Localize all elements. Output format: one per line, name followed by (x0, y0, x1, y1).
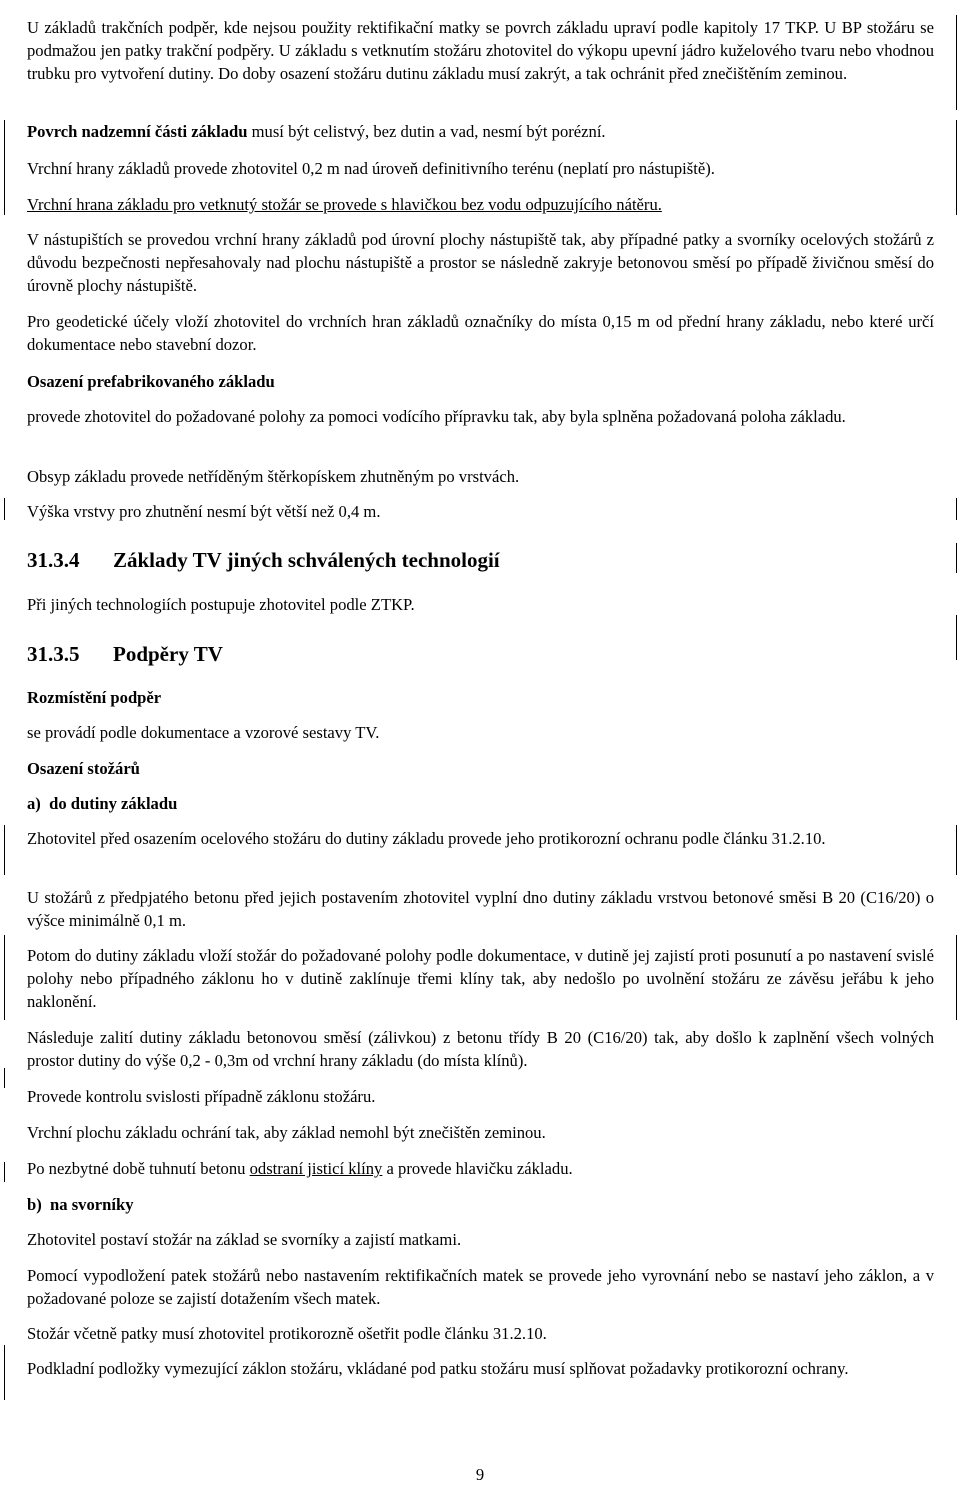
paragraph: U základů trakčních podpěr, kde nejsou použity rektifikační matky se povrch základu upraví podle kapitoly 17 TKP. U BP stožáru se podmažou jen patky trakční podpěry. U základu s vetknutím stožáru zhotovitel do výkopu upevní jádro kuželového tvaru nebo vhodnou trubku pro vytvoření dutiny. Do doby osazení stožáru dutinu základu musí zakrýt, a tak ochránit před znečištěním zeminou. (27, 18, 934, 83)
change-bar (956, 543, 957, 573)
paragraph: U stožárů z předpjatého betonu před jejich postavením zhotovitel vyplní dno dutiny základu vrstvou betonové směsi B 20 (C16/20) o výšce minimálně 0,1 m. (27, 888, 934, 930)
paragraph: V nástupištích se provedou vrchní hrany základů pod úrovní plochy nástupiště tak, aby případné patky a svorníky ocelových stožárů z důvodu bezpečnosti nepřesahovaly nad plochu nástupiště a prostor se následně zakryje betonovou směsí po případě živičnou směsí do úrovně plochy nástupiště. (27, 230, 934, 295)
paragraph: Potom do dutiny základu vloží stožár do požadované polohy podle dokumentace, v dutině jej zajistí proti posunutí a po nastavení svislé polohy nebo případného záklonu ho v dutině zaklínuje třemi klíny tak, aby nedošlo po uvolnění stožáru ze závěsu jeřábu k jeho naklonění. (27, 946, 934, 1011)
paragraph: Vrchní plochu základu ochrání tak, aby základ nemohl být znečištěn zeminou. (27, 1123, 546, 1142)
paragraph: provede zhotovitel do požadované polohy za pomoci vodícího přípravku tak, aby byla splněna požadovaná poloha základu. (27, 407, 846, 426)
paragraph: Obsyp základu provede netříděným štěrkopískem zhutněným po vrstvách. (27, 467, 520, 486)
change-bar (956, 935, 957, 1020)
page-number: 9 (475, 1465, 485, 1484)
subheading: Osazení prefabrikovaného základu (27, 372, 275, 391)
list-heading-a: a) do dutiny základu (27, 794, 178, 813)
paragraph: Podkladní podložky vymezující záklon stožáru, vkládané pod patku stožáru musí splňovat požadavky protikorozní ochrany. (27, 1359, 849, 1378)
section-number: 31.3.4 (27, 548, 80, 572)
paragraph (27, 1157, 934, 1180)
paragraph: Zhotovitel před osazením ocelového stožáru do dutiny základu provede jeho protikorozní ochranu podle článku 31.2.10. (27, 829, 826, 848)
section-title: Podpěry TV (113, 642, 223, 666)
subheading: Rozmístění podpěr (27, 688, 162, 707)
paragraph-text: musí být celistvý, bez dutin a vad, nesmí být porézní. (247, 122, 606, 141)
subheading: Osazení stožárů (27, 759, 140, 778)
section-heading (27, 641, 223, 667)
change-bar (4, 1068, 5, 1088)
paragraph-text: a provede hlavičku základu. (382, 1159, 573, 1178)
change-bar (4, 1345, 5, 1400)
paragraph: Vrchní hrana základu pro vetknutý stožár se provede s hlavičkou bez vodu odpuzujícího nátěru. (27, 195, 662, 214)
change-bar (4, 1162, 5, 1182)
paragraph: Vrchní hrany základů provede zhotovitel 0,2 m nad úroveň definitivního terénu (neplatí pro nástupiště). (27, 159, 715, 178)
paragraph: Zhotovitel postaví stožár na základ se svorníky a zajistí matkami. (27, 1230, 462, 1249)
change-bar (4, 498, 5, 520)
change-bar (4, 935, 5, 1020)
change-bar (956, 120, 957, 215)
bold-phrase: Povrch nadzemní části základu (27, 122, 248, 141)
section-title: Základy TV jiných schválených technologií (113, 548, 500, 572)
paragraph: se provádí podle dokumentace a vzorové sestavy TV. (27, 723, 380, 742)
paragraph: Následuje zalití dutiny základu betonovou směsí (zálivkou) z betonu třídy B 20 (C16/20) tak, aby došlo k zaplnění všech volných prostor dutiny do výše 0,2 - 0,3m od vrchní hrany základu (do místa klínů). (27, 1028, 934, 1070)
change-bar (956, 15, 957, 110)
paragraph: Pomocí vypodložení patek stožárů nebo nastavením rektifikačních matek se provede jeho vyrovnání nebo se nastaví jeho záklon, a v požadované poloze se zajistí dotažením všech matek. (27, 1266, 934, 1308)
paragraph: Výška vrstvy pro zhutnění nesmí být větší než 0,4 m. (27, 502, 381, 521)
paragraph-text: Po nezbytné době tuhnutí betonu (27, 1159, 250, 1178)
change-bar (4, 825, 5, 875)
paragraph: Pro geodetické účely vloží zhotovitel do vrchních hran základů označníky do místa 0,15 m od přední hrany základu, nebo které určí dokumentace nebo stavební dozor. (27, 312, 934, 354)
section-number: 31.3.5 (27, 642, 80, 666)
underlined-phrase: odstraní jisticí klíny (249, 1159, 383, 1178)
paragraph: Stožár včetně patky musí zhotovitel protikorozně ošetřit podle článku 31.2.10. (27, 1324, 547, 1343)
change-bar (956, 498, 957, 520)
change-bar (956, 825, 957, 875)
paragraph: Při jiných technologiích postupuje zhotovitel podle ZTKP. (27, 595, 415, 614)
paragraph (27, 120, 934, 143)
section-heading (27, 547, 500, 573)
change-bar (4, 120, 5, 215)
paragraph: Provede kontrolu svislosti případně záklonu stožáru. (27, 1087, 376, 1106)
list-heading-b: b) na svorníky (27, 1195, 134, 1214)
change-bar (956, 615, 957, 660)
